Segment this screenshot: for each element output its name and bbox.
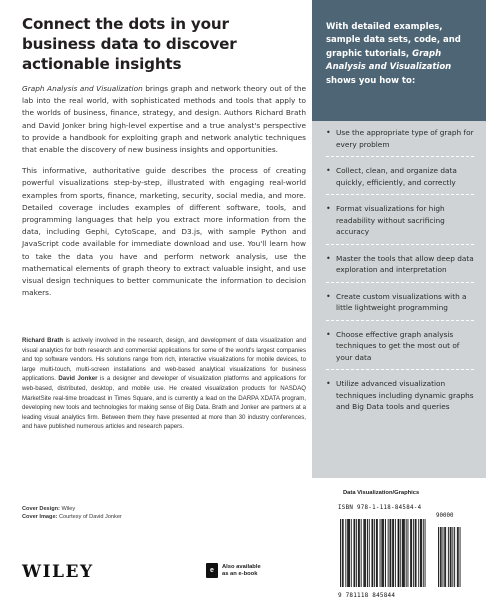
barcode-addon-bar [452, 527, 453, 587]
barcode-bar [395, 519, 396, 587]
barcode-addon-bar [454, 527, 455, 587]
barcode-bar [364, 519, 365, 587]
isbn-number: ISBN 978-1-118-84584-4 [338, 505, 422, 511]
description-paragraph-1 [22, 83, 306, 156]
barcode-addon-bar [443, 527, 444, 587]
barcode-addon-bar [440, 527, 441, 587]
barcode-bar [372, 519, 373, 587]
barcode-bar [400, 519, 401, 587]
cover-credits [22, 505, 122, 521]
feature-list [312, 121, 486, 420]
ebook-icon: e [206, 563, 218, 578]
feature-item [326, 165, 474, 195]
feature-item-text: Create custom visualizations with a little lightweight programming [336, 291, 467, 312]
feature-item-text: Collect, clean, and organize data quickly, efficiently, and correctly [336, 166, 457, 187]
barcode-addon-bar [438, 527, 439, 587]
barcode-bar [349, 519, 350, 587]
barcode-bar [343, 519, 344, 587]
barcode-bar [418, 519, 419, 587]
barcode-bar [365, 519, 366, 587]
barcode-bar [393, 519, 394, 587]
barcode-bar [354, 519, 355, 587]
sidebar [312, 0, 486, 478]
feature-item [326, 378, 474, 420]
barcode-bar [374, 519, 375, 587]
sidebar-book-title: Graph Analysis and Visualization [326, 48, 452, 73]
barcode-addon-bar [457, 527, 458, 587]
sidebar-intro-b: shows you how to: [326, 75, 416, 86]
cover-image-value: Courtesy of David Jonker [57, 514, 122, 520]
barcode-addon-bar [444, 527, 445, 587]
author-bio [22, 336, 306, 432]
barcode-addon-bar [448, 527, 449, 587]
barcode-bar [402, 519, 403, 587]
bullet-icon: • [326, 204, 331, 213]
barcode-bar [423, 519, 424, 587]
bullet-icon: • [326, 329, 331, 339]
barcode-bar [372, 519, 373, 587]
barcode-bar [385, 519, 386, 587]
description-paragraph-1-text: brings graph and network theory out of the lab into the real world, with sophisticated methods and tools that apply to the worlds of business, finance, strategy, and design. Authors Richard Brath and David Jonker bring high-level expertise and a true analyst's perspective to provide a handbook for exploiting graph and network analytic techniques that enable the discovery of new business insights and opportunities. [22, 84, 306, 155]
barcode-addon-bar [450, 527, 451, 587]
author-bio-text-1: is actively involved in the research, design, and development of data visualization and visual analytics for both research and commercial applications for some of the world's largest companies and top software vendors. His solutions range from rich, interactive visualizations for mobile devices, to large multi-touch, multi-screen installations and web-based analytical visualizations for business applications. [22, 337, 307, 383]
barcode-bar [413, 519, 414, 587]
bullet-icon: • [326, 253, 331, 263]
author-name-2: David Jonker [58, 375, 98, 383]
sidebar-header [312, 0, 486, 121]
barcode-bar [392, 519, 393, 587]
barcode-addon-bar [458, 527, 459, 587]
feature-item [326, 127, 474, 157]
barcode-bar [381, 519, 382, 587]
barcode-bar [411, 519, 412, 587]
barcode-bar [342, 519, 343, 587]
ebook-line-1: Also available [222, 563, 261, 570]
barcode-bar [348, 519, 349, 587]
barcode-bar [403, 519, 404, 587]
feature-item-text: Format visualizations for high readability without sacrificing accuracy [336, 204, 445, 236]
cover-design-label: Cover Design: [22, 506, 60, 512]
barcode-bar [358, 519, 359, 587]
barcode-bar [421, 519, 422, 587]
barcode-bar [408, 519, 409, 587]
sidebar-intro [326, 21, 476, 88]
feature-item-text: Utilize advanced visualization techniques including dynamic graphs and Big Data tools and queries [336, 379, 474, 411]
barcode-addon-bar [445, 527, 446, 587]
author-bio-text-2: is a designer and developer of visualization platforms and applications for web-based, distributed, desktop, and mobile use. He created visualization products for NASDAQ MarketSite real-time broadcast in Times Square, and is currently a lead on the DARPA XDATA program, developing new tools and technologies for making sense of Big Data. Brath and Jonker are partners at a leading visual analytics firm. Between them they have presented at more than 30 industry conferences, and have published numerous articles and research papers. [22, 375, 306, 431]
sidebar-intro-a: With detailed examples, sample data sets, code, and graphic tutorials, [326, 22, 461, 59]
barcode-bar [406, 519, 407, 587]
barcode-bar [359, 519, 360, 587]
barcode-bar [340, 519, 341, 587]
description-paragraph-2: This informative, authoritative guide describes the process of creating powerful visualizations step-by-step, illustrated with engaging real-world examples from sports, finance, marketing, security, social media, and more. Detailed coverage includes examples of different software, tools, and programming languages that help you extract more information from the data, including Gephi, CytoScape, and D3.js, with sample Python and JavaScript code available for immediate download and use. You'll learn how to take the data you have and perform network analysis, use the mathematical elements of graph theory to extract valuable insight, and use visual design techniques to better communicate the information to decision makers. [22, 166, 306, 298]
headline: Connect the dots in your business data to discover actionable insights [22, 15, 237, 73]
ebook-badge [206, 563, 261, 578]
ebook-line-2: as an e-book [222, 570, 258, 577]
barcode-bar [420, 519, 421, 587]
barcode-bar [345, 519, 346, 587]
barcode-bar [361, 519, 362, 587]
barcode-bar [390, 519, 391, 587]
barcode-addon-bar [451, 527, 452, 587]
cover-image-credit [22, 513, 122, 521]
barcode-bar [354, 519, 355, 587]
barcode-bar [404, 519, 405, 587]
cover-design-value: Wiley [59, 506, 76, 512]
barcode-bar [377, 519, 378, 587]
barcode-addon-bar [441, 527, 442, 587]
category-label: Data Visualization/Graphics [343, 490, 420, 496]
author-name-1: Richard Brath [22, 337, 64, 344]
barcode-bar [398, 519, 399, 587]
book-title-italic: Graph Analysis and Visualization [22, 84, 143, 93]
bullet-icon: • [326, 291, 331, 301]
barcode-bar [351, 519, 352, 587]
barcode-bar [399, 519, 400, 587]
barcode-bar [415, 519, 416, 587]
barcode-bar [369, 519, 370, 587]
feature-item-text: Use the appropriate type of graph for every problem [336, 128, 474, 149]
feature-item [326, 253, 474, 283]
barcode-bar [363, 519, 364, 587]
barcode-bar [390, 519, 391, 587]
ebook-text [222, 564, 261, 578]
cover-design-credit [22, 505, 122, 513]
feature-item-text: Choose effective graph analysis techniques to get the most out of your data [336, 329, 460, 362]
barcode-image [338, 519, 464, 592]
feature-item [326, 329, 474, 371]
barcode-bar [367, 519, 368, 587]
bullet-icon: • [326, 166, 331, 175]
cover-image-label: Cover Image: [22, 514, 58, 520]
barcode-bar [382, 519, 383, 587]
barcode-bar [425, 519, 426, 587]
bullet-icon: • [326, 128, 331, 137]
barcode-digits: 9 781118 845844 [338, 592, 396, 599]
barcode-block [338, 505, 464, 599]
feature-item [326, 203, 474, 245]
barcode-bar [356, 519, 357, 587]
publisher-logo: WILEY [22, 562, 94, 582]
barcode-bar [383, 519, 384, 587]
barcode-addon-bar [460, 527, 461, 587]
barcode-bar [388, 519, 389, 587]
barcode-bar [410, 519, 411, 587]
main-column [22, 14, 306, 299]
feature-item [326, 291, 474, 321]
barcode-bar [416, 519, 417, 587]
bullet-icon: • [326, 379, 331, 388]
price-code: 90000 [436, 513, 454, 519]
barcode-bar [347, 519, 348, 587]
barcode-bar [380, 519, 381, 587]
barcode-bar [376, 519, 377, 587]
feature-item-text: Master the tools that allow deep data exploration and interpretation [336, 253, 474, 274]
